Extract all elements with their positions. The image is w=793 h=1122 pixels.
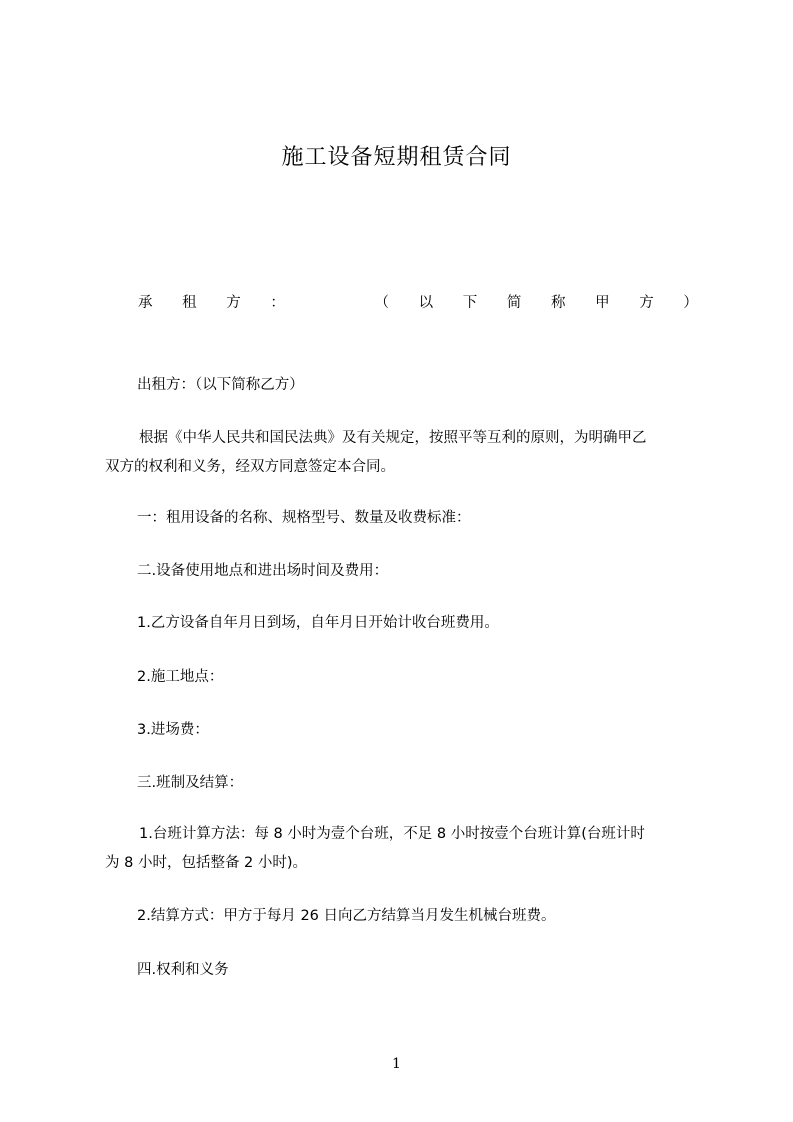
- section-4-heading: 四.权利和义务: [137, 962, 229, 978]
- item-3-1-line-1: 1.台班计算方法：每 8 小时为壹个台班，不足 8 小时按壹个台班计算(台班计时: [139, 826, 645, 842]
- preamble-line-2: 双方的权利和义务，经双方同意签定本合同。: [105, 459, 395, 475]
- document-title: 施工设备短期租赁合同: [281, 145, 512, 170]
- lessee-char: 租: [182, 295, 197, 311]
- item-2-1: 1.乙方设备自年月日到场，自年月日开始计收台班费用。: [137, 615, 499, 631]
- lessee-char: 称: [551, 295, 566, 311]
- item-3-1-line-2: 为 8 小时，包括整备 2 小时)。: [105, 855, 308, 871]
- item-3-1-paragraph: [105, 820, 700, 878]
- lessee-char: 简: [506, 295, 522, 311]
- item-2-2: 2.施工地点：: [137, 669, 224, 685]
- lessee-char: 承: [138, 295, 153, 311]
- preamble-paragraph: [105, 424, 700, 482]
- lessee-line: [138, 291, 698, 312]
- item-3-2: 2.结算方式：甲方于每月 26 日向乙方结算当月发生机械台班费。: [137, 908, 556, 924]
- lessee-char: 方: [639, 295, 654, 311]
- lessee-char: 方: [226, 295, 241, 311]
- lessee-char: ）: [683, 295, 698, 311]
- lessee-char: 甲: [595, 295, 610, 311]
- lessor-line: 出租方：（以下简称乙方）: [137, 377, 304, 393]
- lessee-char: ：: [270, 295, 285, 311]
- section-2-heading: 二.设备使用地点和进出场时间及费用：: [137, 563, 389, 579]
- preamble-line-1: 根据《中华人民共和国民法典》及有关规定，按照平等互利的原则，为明确甲乙: [139, 430, 647, 446]
- lessee-char: 以: [418, 295, 434, 311]
- item-2-3: 3.进场费：: [137, 722, 209, 738]
- lessee-char: 下: [462, 295, 478, 311]
- section-3-heading: 三.班制及结算：: [137, 775, 244, 791]
- section-1-heading: 一：租用设备的名称、规格型号、数量及收费标准：: [137, 510, 471, 526]
- page-number: 1: [392, 1056, 401, 1072]
- lessee-char: （: [374, 295, 389, 311]
